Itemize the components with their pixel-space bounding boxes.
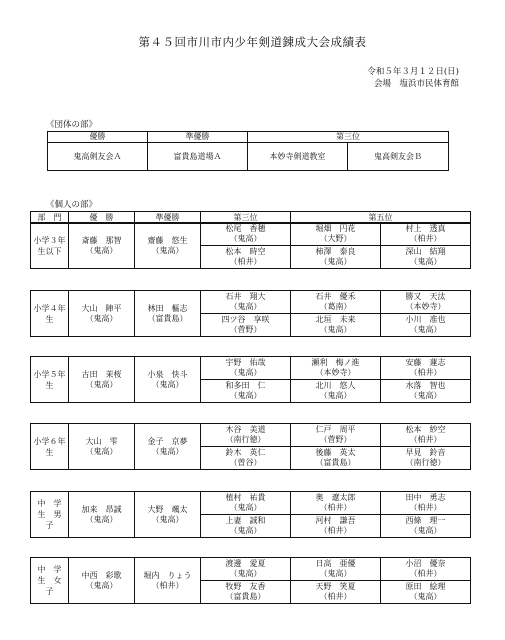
runner-up-affiliation: （柏井） bbox=[151, 580, 184, 590]
division-label: 小学３年生以下 bbox=[31, 223, 69, 269]
division-table bbox=[30, 491, 471, 538]
fifth-place-cell bbox=[291, 581, 381, 604]
fifth-place-name: 田中 勇志 bbox=[405, 493, 446, 502]
runner-up-name: 小泉 快斗 bbox=[147, 369, 188, 379]
third-place-cell bbox=[201, 492, 291, 515]
fifth-place-affiliation: （柏井） bbox=[409, 234, 442, 243]
header-fifth: 第五位 bbox=[291, 212, 471, 224]
fifth-place-cell bbox=[291, 380, 381, 403]
fifth-place-cell bbox=[291, 246, 381, 269]
fifth-place-name: 後藤 英太 bbox=[315, 448, 356, 457]
fifth-place-name: 北垣 未来 bbox=[315, 315, 356, 324]
fifth-place-name: 原田 絵理 bbox=[405, 582, 446, 591]
fifth-place-name: 石井 優禾 bbox=[315, 292, 356, 301]
fifth-place-cell bbox=[291, 291, 381, 314]
runner-up-name: 金子 京夢 bbox=[147, 436, 188, 446]
runner-up-name: 林田 樞志 bbox=[147, 303, 188, 313]
third-place-cell bbox=[201, 223, 291, 246]
winner-affiliation: （鬼高） bbox=[85, 379, 118, 389]
third-place-affiliation: （菅野） bbox=[229, 325, 262, 334]
fifth-place-affiliation: （葛南） bbox=[319, 302, 352, 311]
team-runner-up: 富貴島道場Ａ bbox=[148, 143, 248, 171]
fifth-place-name: 松本 紗空 bbox=[405, 425, 446, 434]
third-place-affiliation: （鬼高） bbox=[229, 302, 262, 311]
event-date: 令和５年３月１２日(日) bbox=[367, 67, 459, 77]
fifth-place-cell bbox=[291, 447, 381, 470]
winner-cell bbox=[69, 223, 135, 269]
third-place-affiliation: （柏井） bbox=[229, 257, 262, 266]
third-place-name: 松本 時空 bbox=[225, 247, 266, 256]
fifth-place-affiliation: （柏井） bbox=[319, 592, 352, 601]
winner-name: 斎藤 那智 bbox=[81, 235, 122, 245]
third-place-cell bbox=[201, 246, 291, 269]
team-header-runner-up: 準優勝 bbox=[148, 132, 248, 143]
division-table bbox=[30, 423, 471, 470]
third-place-name: 石井 翔大 bbox=[225, 292, 266, 301]
fifth-place-cell bbox=[381, 424, 471, 447]
fifth-place-cell bbox=[381, 223, 471, 246]
fifth-place-cell bbox=[381, 581, 471, 604]
fifth-place-name: 瀬利 梅ノ進 bbox=[311, 358, 360, 367]
fifth-place-affiliation: （柏井） bbox=[319, 526, 352, 535]
winner-name: 大山 陣平 bbox=[81, 303, 122, 313]
third-place-name: 和多田 仁 bbox=[225, 381, 266, 390]
fifth-place-name: 早見 鈴音 bbox=[405, 448, 446, 457]
winner-affiliation: （鬼高） bbox=[85, 514, 118, 524]
fifth-place-cell bbox=[291, 558, 381, 581]
third-place-affiliation: （鬼高） bbox=[229, 569, 262, 578]
winner-affiliation: （鬼高） bbox=[85, 313, 118, 323]
fifth-place-affiliation: （柏井） bbox=[409, 503, 442, 512]
fifth-place-cell bbox=[381, 357, 471, 380]
third-place-name: 渡邊 愛夏 bbox=[225, 559, 266, 568]
fifth-place-cell bbox=[291, 357, 381, 380]
third-place-name: 上妻 誠和 bbox=[225, 516, 266, 525]
division-label: 中 学 生 男 子 bbox=[31, 492, 69, 538]
event-venue: 会場 塩浜市民体育館 bbox=[373, 79, 459, 89]
winner-name: 中西 彩歌 bbox=[81, 570, 122, 580]
fifth-place-affiliation: （南行徳） bbox=[405, 458, 446, 467]
fifth-place-name: 勝又 天汰 bbox=[405, 292, 446, 301]
fifth-place-cell bbox=[291, 223, 381, 246]
runner-up-cell bbox=[135, 424, 201, 470]
header-winner: 優 勝 bbox=[69, 212, 135, 224]
third-place-cell bbox=[201, 291, 291, 314]
runner-up-affiliation: （鬼高） bbox=[151, 514, 184, 524]
division-label: 小学５年生 bbox=[31, 357, 69, 403]
fifth-place-name: 仁戸 周平 bbox=[315, 425, 356, 434]
fifth-place-name: 安藤 蓮志 bbox=[405, 358, 446, 367]
division-label: 小学４年生 bbox=[31, 291, 69, 337]
fifth-place-affiliation: （富貴島） bbox=[315, 458, 356, 467]
runner-up-cell bbox=[135, 357, 201, 403]
runner-up-affiliation: （鬼高） bbox=[151, 379, 184, 389]
division-table bbox=[30, 222, 471, 269]
third-place-cell bbox=[201, 380, 291, 403]
fifth-place-name: 奥 遼太郎 bbox=[315, 493, 356, 502]
fifth-place-name: 河村 謙吾 bbox=[315, 516, 356, 525]
third-place-affiliation: （鬼高） bbox=[229, 368, 262, 377]
third-place-name: 牧野 友香 bbox=[225, 582, 266, 591]
third-place-cell bbox=[201, 558, 291, 581]
fifth-place-cell bbox=[291, 424, 381, 447]
fifth-place-affiliation: （鬼高） bbox=[319, 569, 352, 578]
runner-up-name: 堀内 りょう bbox=[143, 570, 192, 580]
fifth-place-cell bbox=[381, 515, 471, 538]
third-place-affiliation: （富貴島） bbox=[225, 592, 266, 601]
fifth-place-cell bbox=[381, 492, 471, 515]
fifth-place-name: 村上 透真 bbox=[405, 224, 446, 233]
fifth-place-affiliation: （鬼高） bbox=[409, 257, 442, 266]
fifth-place-affiliation: （柏井） bbox=[409, 368, 442, 377]
third-place-cell bbox=[201, 357, 291, 380]
fifth-place-affiliation: （大野） bbox=[319, 234, 352, 243]
fifth-place-affiliation: （柏井） bbox=[319, 503, 352, 512]
runner-up-name: 齋藤 悠生 bbox=[147, 235, 188, 245]
fifth-place-name: 水落 智也 bbox=[405, 381, 446, 390]
fifth-place-affiliation: （菅野） bbox=[319, 435, 352, 444]
fifth-place-name: 北川 悠人 bbox=[315, 381, 356, 390]
team-third-2: 鬼高剣友会Ｂ bbox=[348, 143, 449, 171]
division-label: 中 学 生 女 子 bbox=[31, 558, 69, 604]
third-place-affiliation: （南行徳） bbox=[225, 435, 266, 444]
division-table bbox=[30, 356, 471, 403]
header-third: 第三位 bbox=[201, 212, 291, 224]
fifth-place-affiliation: （本妙寺） bbox=[315, 368, 356, 377]
third-place-affiliation: （曽谷） bbox=[229, 458, 262, 467]
winner-cell bbox=[69, 492, 135, 538]
third-place-name: 松尾 香穂 bbox=[225, 224, 266, 233]
winner-cell bbox=[69, 357, 135, 403]
third-place-cell bbox=[201, 515, 291, 538]
fifth-place-affiliation: （柏井） bbox=[409, 435, 442, 444]
third-place-name: 宇野 佑哉 bbox=[225, 358, 266, 367]
runner-up-affiliation: （鬼高） bbox=[151, 245, 184, 255]
fifth-place-affiliation: （鬼高） bbox=[409, 391, 442, 400]
fifth-place-affiliation: （鬼高） bbox=[319, 325, 352, 334]
runner-up-cell bbox=[135, 223, 201, 269]
division-label: 小学６年生 bbox=[31, 424, 69, 470]
third-place-affiliation: （鬼高） bbox=[229, 526, 262, 535]
fifth-place-cell bbox=[381, 314, 471, 337]
fifth-place-cell bbox=[381, 291, 471, 314]
fifth-place-name: 日高 亜優 bbox=[315, 559, 356, 568]
page-title: 第４５回市川市内少年剣道錬成大会成績表 bbox=[138, 35, 367, 49]
header-runner-up: 準優勝 bbox=[135, 212, 201, 224]
third-place-cell bbox=[201, 424, 291, 447]
fifth-place-cell bbox=[291, 492, 381, 515]
fifth-place-name: 堀畑 円花 bbox=[315, 224, 356, 233]
team-results-table bbox=[47, 131, 449, 171]
winner-name: 古田 茉桜 bbox=[81, 369, 122, 379]
fifth-place-affiliation: （本妙寺） bbox=[405, 302, 446, 311]
third-place-name: 植村 祐貴 bbox=[225, 493, 266, 502]
division-table bbox=[30, 557, 471, 604]
fifth-place-cell bbox=[381, 380, 471, 403]
runner-up-cell bbox=[135, 291, 201, 337]
team-winner: 鬼高剣友会Ａ bbox=[48, 143, 148, 171]
individual-section-heading: 《個人の部》 bbox=[46, 200, 98, 210]
fifth-place-name: 小沼 優奈 bbox=[405, 559, 446, 568]
team-third-1: 本妙寺剣道教室 bbox=[248, 143, 348, 171]
fifth-place-cell bbox=[291, 314, 381, 337]
team-header-third: 第三位 bbox=[248, 132, 449, 143]
winner-cell bbox=[69, 424, 135, 470]
third-place-cell bbox=[201, 314, 291, 337]
third-place-cell bbox=[201, 581, 291, 604]
fifth-place-name: 天野 笑夏 bbox=[315, 582, 356, 591]
third-place-affiliation: （鬼高） bbox=[229, 503, 262, 512]
third-place-affiliation: （鬼高） bbox=[229, 234, 262, 243]
runner-up-cell bbox=[135, 558, 201, 604]
fifth-place-affiliation: （鬼高） bbox=[319, 257, 352, 266]
fifth-place-affiliation: （鬼高） bbox=[409, 592, 442, 601]
team-section-heading: 《団体の部》 bbox=[46, 120, 98, 130]
third-place-name: 鈴木 英仁 bbox=[225, 448, 266, 457]
fifth-place-affiliation: （鬼高） bbox=[409, 526, 442, 535]
fifth-place-cell bbox=[381, 558, 471, 581]
third-place-cell bbox=[201, 447, 291, 470]
fifth-place-cell bbox=[381, 447, 471, 470]
runner-up-affiliation: （富貴島） bbox=[147, 313, 188, 323]
winner-affiliation: （鬼高） bbox=[85, 245, 118, 255]
fifth-place-cell bbox=[291, 515, 381, 538]
fifth-place-name: 西條 理一 bbox=[405, 516, 446, 525]
fifth-place-affiliation: （鬼高） bbox=[319, 391, 352, 400]
fifth-place-affiliation: （柏井） bbox=[409, 569, 442, 578]
fifth-place-cell bbox=[381, 246, 471, 269]
third-place-affiliation: （鬼高） bbox=[229, 391, 262, 400]
fifth-place-name: 深山 結翔 bbox=[405, 247, 446, 256]
third-place-name: 木谷 美道 bbox=[225, 425, 266, 434]
winner-cell bbox=[69, 558, 135, 604]
winner-affiliation: （鬼高） bbox=[85, 580, 118, 590]
winner-cell bbox=[69, 291, 135, 337]
runner-up-cell bbox=[135, 492, 201, 538]
winner-name: 加来 昂誠 bbox=[81, 504, 122, 514]
team-header-winner: 優勝 bbox=[48, 132, 148, 143]
winner-name: 大山 雫 bbox=[85, 436, 118, 446]
header-division: 部 門 bbox=[31, 212, 69, 224]
division-table bbox=[30, 290, 471, 337]
fifth-place-affiliation: （鬼高） bbox=[409, 325, 442, 334]
fifth-place-name: 柿澤 泰良 bbox=[315, 247, 356, 256]
runner-up-name: 大野 颯太 bbox=[147, 504, 188, 514]
runner-up-affiliation: （鬼高） bbox=[151, 446, 184, 456]
fifth-place-name: 小川 准也 bbox=[405, 315, 446, 324]
winner-affiliation: （鬼高） bbox=[85, 446, 118, 456]
third-place-name: 四ツ谷 享咲 bbox=[221, 315, 270, 324]
